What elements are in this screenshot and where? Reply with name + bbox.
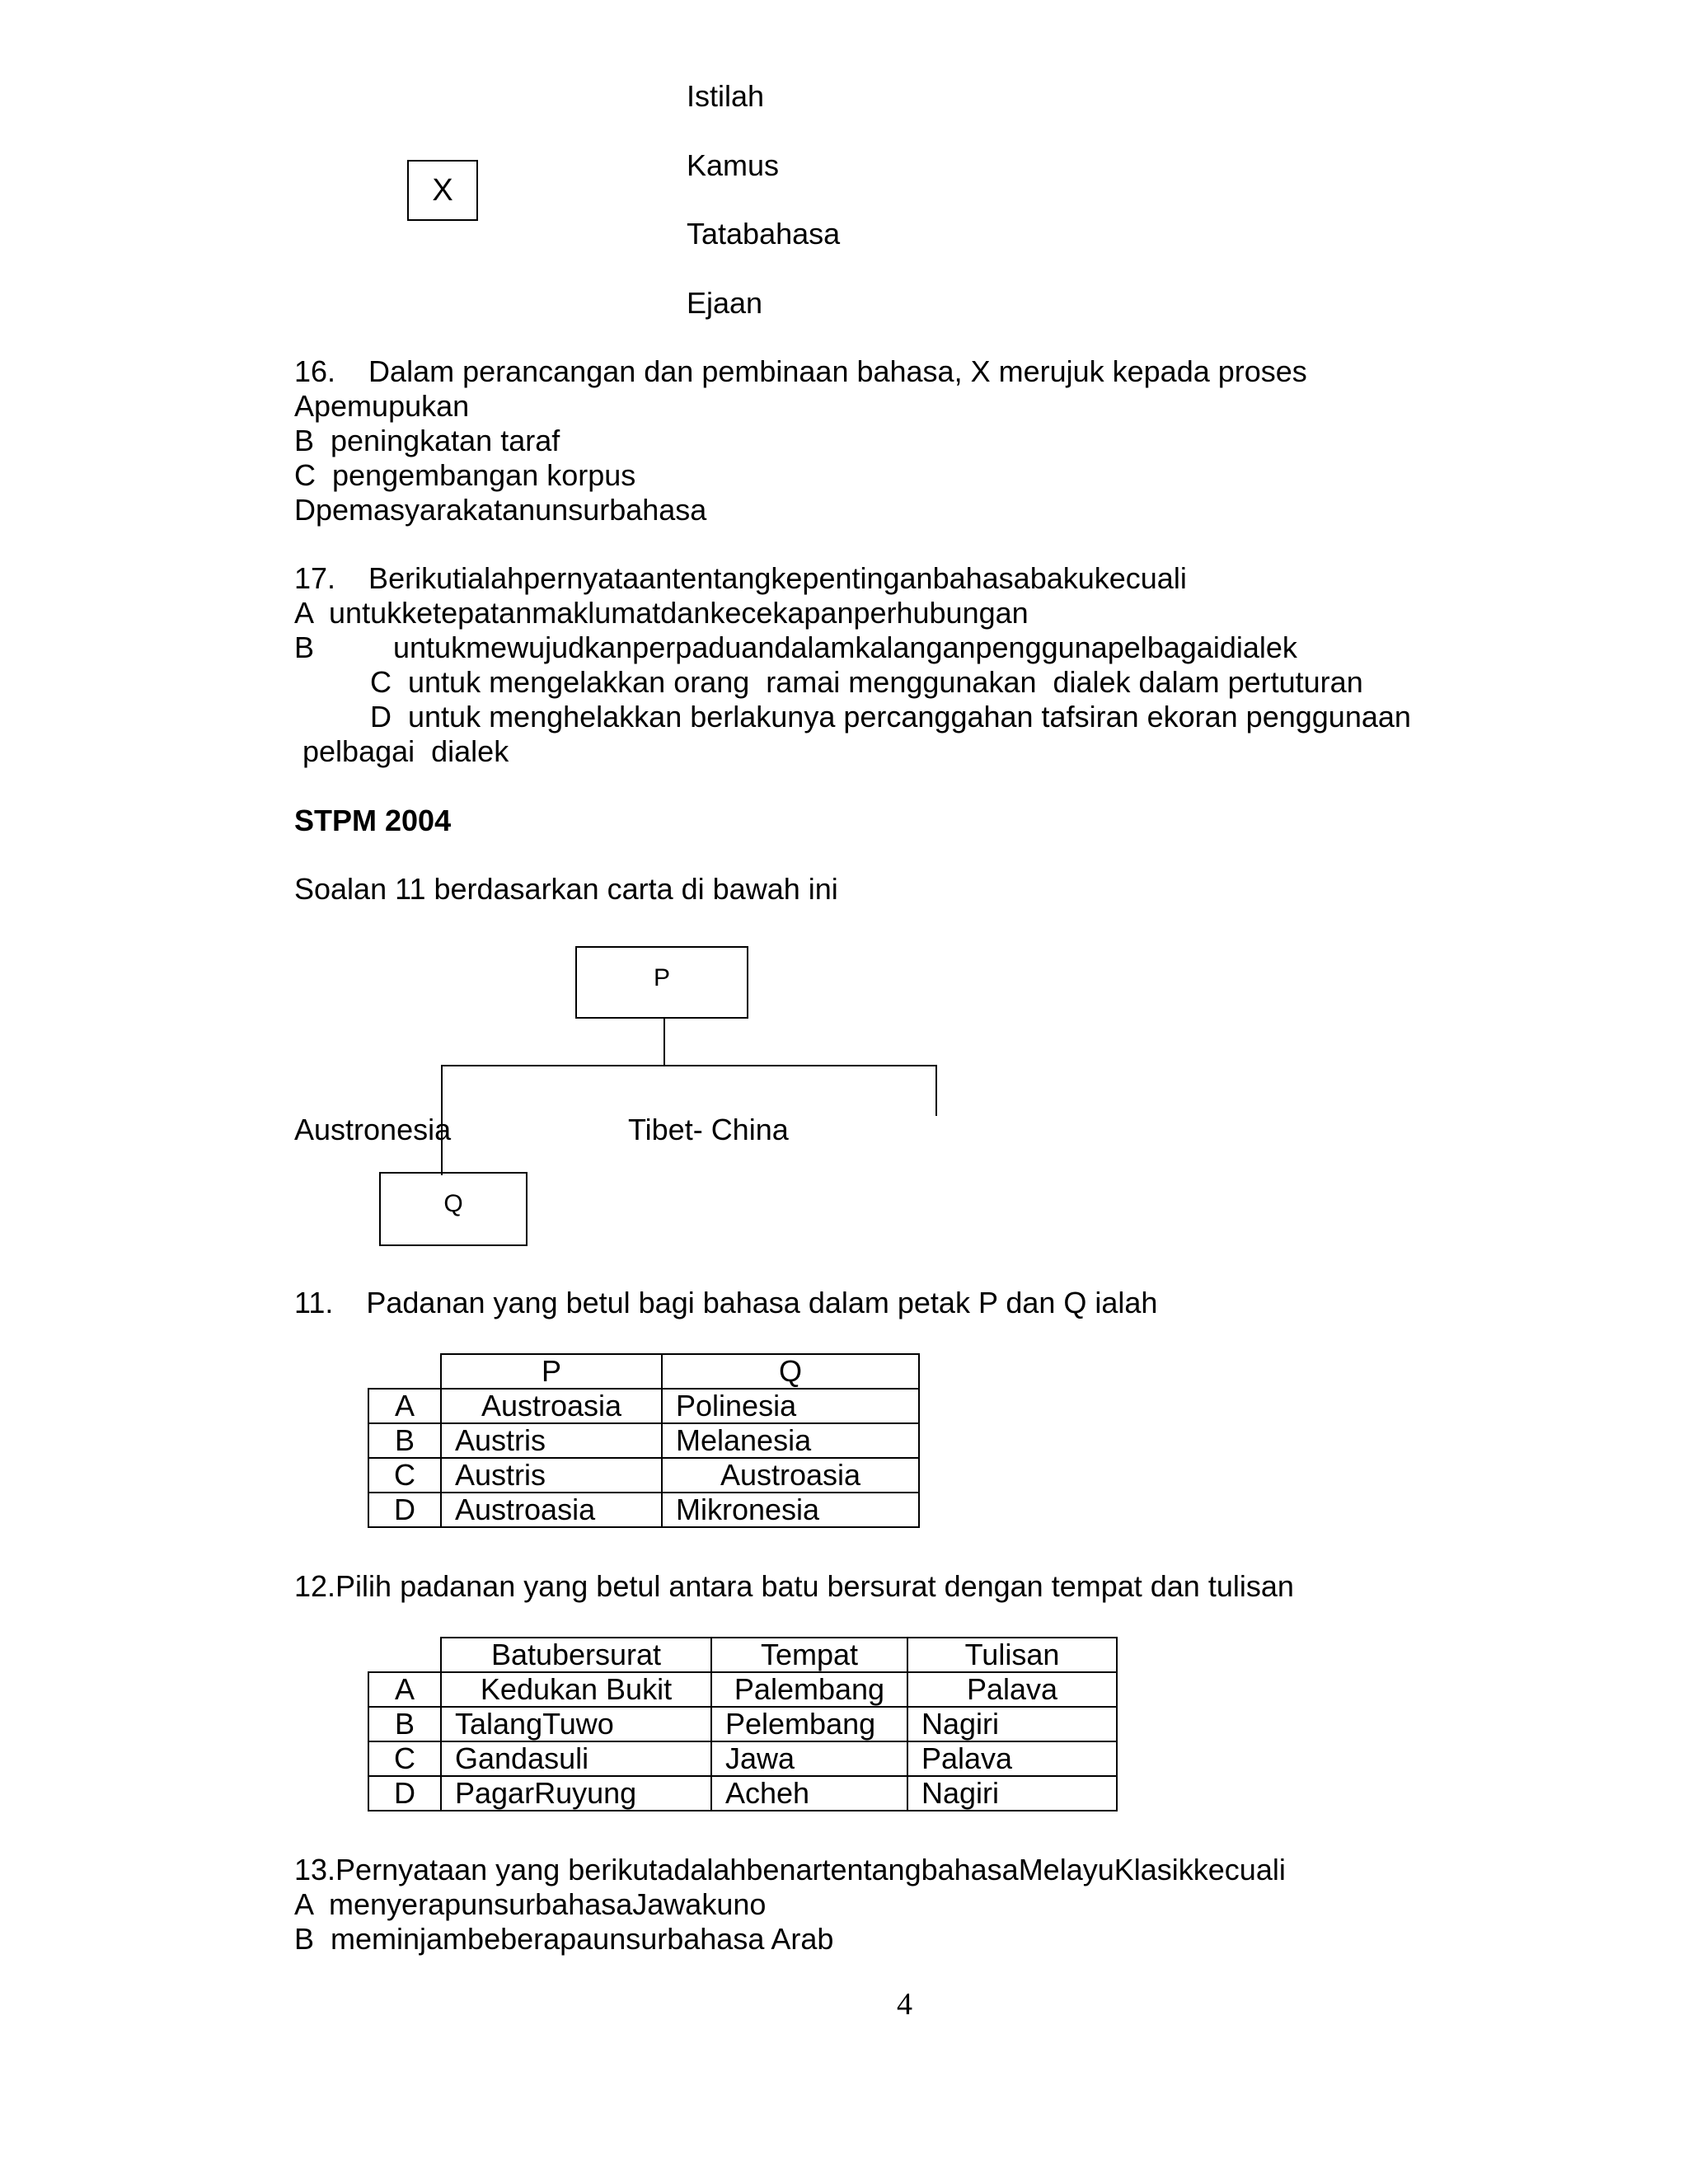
q13-option-a: A menyerapunsurbahasaJawakuno [294, 1887, 767, 1921]
column-header-tempat: Tempat [711, 1638, 907, 1672]
tree-root-stem [663, 1019, 665, 1066]
q17-option-d: D untuk menghelakkan berlakunya percanggahan tafsiran ekoran penggunaan [370, 700, 1411, 733]
section-heading: STPM 2004 [294, 804, 452, 837]
table-row: A Austroasia Polinesia [368, 1389, 919, 1423]
table-header-row [368, 1638, 1117, 1672]
table-row: C Gandasuli Jawa Palava [368, 1741, 1117, 1776]
q12-table [368, 1637, 1118, 1811]
list-item-istilah: Istilah [687, 79, 765, 113]
tree-child-box-q [379, 1172, 528, 1246]
list-item-kamus: Kamus [687, 148, 780, 182]
q17-option-b-text: untukmewujudkanperpaduandalamkalanganpenggunapelbagaidialek [393, 630, 1297, 664]
list-item-tatabahasa: Tatabahasa [687, 217, 841, 251]
chart-intro: Soalan 11 berdasarkan carta di bawah ini [294, 872, 838, 906]
column-header-tulisan: Tulisan [907, 1638, 1117, 1672]
table-row: C Austris Austroasia [368, 1458, 919, 1493]
page-number: 4 [897, 1987, 912, 2022]
q12-stem: 12.Pilih padanan yang betul antara batu bersurat dengan tempat dan tulisan [294, 1569, 1294, 1603]
q11-table [368, 1353, 920, 1528]
table-header-row [368, 1354, 919, 1389]
tree-branch-tibet-china: Tibet- China [628, 1113, 789, 1146]
tree-branch-austronesia: Austronesia [294, 1113, 452, 1146]
x-box-label: X [432, 172, 453, 208]
q17-option-b-letter: B [294, 630, 315, 664]
column-header-batubersurat: Batubersurat [441, 1638, 711, 1672]
q16-stem: 16. Dalam perancangan dan pembinaan bahasa, X merujuk kepada proses [294, 354, 1307, 388]
q11-stem: 11. Padanan yang betul bagi bahasa dalam petak P dan Q ialah [294, 1286, 1158, 1319]
q17-option-a: A untukketepatanmaklumatdankecekapanperhubungan [294, 596, 1029, 630]
q17-option-c: C untuk mengelakkan orang ramai menggunakan dialek dalam pertuturan [370, 665, 1363, 699]
tree-root-box-p [575, 946, 748, 1019]
column-header-p: P [441, 1354, 662, 1389]
table-row: D PagarRuyung Acheh Nagiri [368, 1776, 1117, 1811]
table-row: B TalangTuwo Pelembang Nagiri [368, 1707, 1117, 1741]
tree-child-label: Q [443, 1190, 463, 1217]
table-row: B Austris Melanesia [368, 1423, 919, 1458]
q17-stem: 17. Berikutialahpernyataantentangkepentinganbahasabakukecuali [294, 561, 1187, 595]
table-row: A Kedukan Bukit Palembang Palava [368, 1672, 1117, 1707]
q13-option-b: B meminjambeberapaunsurbahasa Arab [294, 1922, 834, 1956]
q13-stem: 13.Pernyataan yang berikutadalahbenartentangbahasaMelayuKlasikkecuali [294, 1853, 1286, 1886]
tree-root-label: P [653, 964, 670, 991]
list-item-ejaan: Ejaan [687, 286, 763, 320]
q16-option-a: Apemupukan [294, 389, 470, 423]
q16-option-d: Dpemasyarakatanunsurbahasa [294, 493, 707, 527]
q17-option-d-continuation: pelbagai dialek [294, 734, 509, 768]
tree-right-drop [935, 1065, 937, 1116]
q16-option-c: C pengembangan korpus [294, 458, 636, 492]
q16-option-b: B peningkatan taraf [294, 424, 560, 457]
tree-horizontal-bar [441, 1065, 937, 1066]
table-row: D Austroasia Mikronesia [368, 1493, 919, 1527]
column-header-q: Q [662, 1354, 919, 1389]
x-box [407, 160, 478, 221]
